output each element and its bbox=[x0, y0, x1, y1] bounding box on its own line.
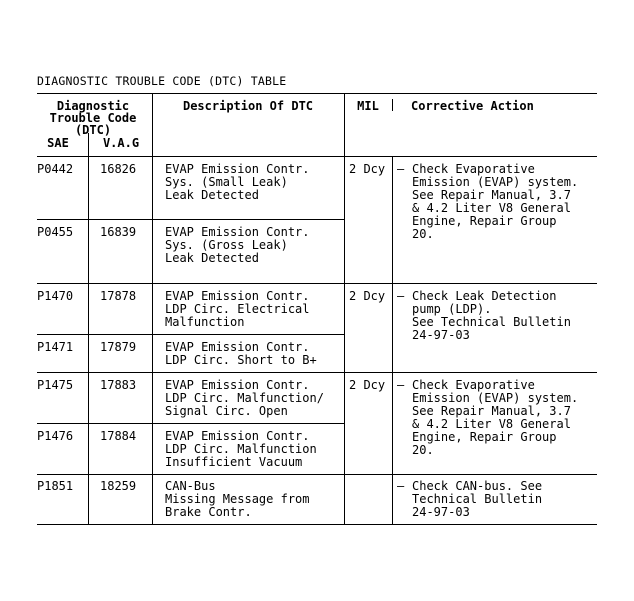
table-top-rule bbox=[37, 93, 597, 94]
corrective-action-line: Emission (EVAP) system. bbox=[412, 175, 579, 189]
vag-code-cell: 16826 bbox=[100, 162, 137, 176]
group-divider bbox=[37, 474, 597, 475]
sae-code-cell: P1471 bbox=[37, 340, 74, 354]
corrective-action-line: Check Evaporative bbox=[412, 162, 535, 176]
bullet-dash: – bbox=[397, 378, 405, 392]
corrective-action-line: Emission (EVAP) system. bbox=[412, 391, 579, 405]
mil-cell: 2 Dcy bbox=[349, 289, 386, 303]
row-divider bbox=[37, 334, 344, 335]
description-line: LDP Circ. Electrical bbox=[165, 302, 310, 316]
group-divider bbox=[37, 283, 597, 284]
group-divider bbox=[37, 372, 597, 373]
sae-header: SAE bbox=[47, 136, 69, 150]
corrective-action-line: pump (LDP). bbox=[412, 302, 492, 316]
column-divider bbox=[344, 93, 345, 525]
corrective-action-line: See Technical Bulletin bbox=[412, 315, 571, 329]
sae-code-cell: P1470 bbox=[37, 289, 74, 303]
vag-code-cell: 17878 bbox=[100, 289, 137, 303]
description-line: LDP Circ. Short to B+ bbox=[165, 353, 317, 367]
column-divider bbox=[88, 133, 89, 525]
vag-header: V.A.G bbox=[102, 136, 140, 150]
description-line: Leak Detected bbox=[165, 251, 259, 265]
corrective-action-header: Corrective Action bbox=[411, 99, 534, 113]
corrective-action-line: Engine, Repair Group bbox=[412, 430, 557, 444]
description-line: Sys. (Gross Leak) bbox=[165, 238, 288, 252]
mil-cell: 2 Dcy bbox=[349, 162, 386, 176]
row-divider bbox=[37, 423, 344, 424]
dtc-header-line1: Diagnostic bbox=[56, 99, 130, 113]
description-line: EVAP Emission Contr. bbox=[165, 289, 310, 303]
sae-code-cell: P1476 bbox=[37, 429, 74, 443]
row-divider bbox=[37, 219, 344, 220]
description-header: Description Of DTC bbox=[182, 99, 314, 113]
vag-code-cell: 17883 bbox=[100, 378, 137, 392]
corrective-action-line: Technical Bulletin bbox=[412, 492, 543, 506]
description-line: Malfunction bbox=[165, 315, 245, 329]
corrective-action-line: See Repair Manual, 3.7 bbox=[412, 188, 571, 202]
sae-code-cell: P1851 bbox=[37, 479, 74, 493]
description-line: Sys. (Small Leak) bbox=[165, 175, 288, 189]
column-divider bbox=[392, 156, 393, 525]
corrective-action-line: & 4.2 Liter V8 General bbox=[412, 417, 571, 431]
description-line: Insufficient Vacuum bbox=[165, 455, 303, 469]
description-line: EVAP Emission Contr. bbox=[165, 429, 310, 443]
corrective-action-line: 20. bbox=[412, 227, 434, 241]
bullet-dash: – bbox=[397, 479, 405, 493]
description-line: LDP Circ. Malfunction bbox=[165, 442, 317, 456]
description-line: CAN-Bus bbox=[165, 479, 216, 493]
vag-code-cell: 16839 bbox=[100, 225, 137, 239]
dtc-header-line2: Trouble Code bbox=[49, 111, 137, 125]
description-line: Leak Detected bbox=[165, 188, 259, 202]
vag-code-cell: 17884 bbox=[100, 429, 137, 443]
column-divider bbox=[152, 93, 153, 525]
vag-code-cell: 17879 bbox=[100, 340, 137, 354]
corrective-action-line: Engine, Repair Group bbox=[412, 214, 557, 228]
table-caption: DIAGNOSTIC TROUBLE CODE (DTC) TABLE bbox=[37, 74, 287, 88]
description-line: EVAP Emission Contr. bbox=[165, 162, 310, 176]
corrective-action-line: & 4.2 Liter V8 General bbox=[412, 201, 571, 215]
corrective-action-line: 24-97-03 bbox=[412, 328, 470, 342]
corrective-action-line: Check Leak Detection bbox=[412, 289, 557, 303]
description-line: EVAP Emission Contr. bbox=[165, 340, 310, 354]
corrective-action-line: See Repair Manual, 3.7 bbox=[412, 404, 571, 418]
description-line: EVAP Emission Contr. bbox=[165, 378, 310, 392]
sae-code-cell: P0442 bbox=[37, 162, 74, 176]
bullet-dash: – bbox=[397, 289, 405, 303]
bullet-dash: – bbox=[397, 162, 405, 176]
sae-code-cell: P1475 bbox=[37, 378, 74, 392]
corrective-action-line: 20. bbox=[412, 443, 434, 457]
corrective-action-line: 24-97-03 bbox=[412, 505, 470, 519]
mil-header: MIL bbox=[357, 99, 379, 113]
table-bottom-rule bbox=[37, 524, 597, 525]
corrective-action-line: Check CAN-bus. See bbox=[412, 479, 543, 493]
header-bottom-rule bbox=[37, 156, 597, 157]
description-line: LDP Circ. Malfunction/ bbox=[165, 391, 324, 405]
description-line: Signal Circ. Open bbox=[165, 404, 288, 418]
sae-code-cell: P0455 bbox=[37, 225, 74, 239]
description-line: Missing Message from bbox=[165, 492, 310, 506]
corrective-action-line: Check Evaporative bbox=[412, 378, 535, 392]
dtc-header-line3: (DTC) bbox=[74, 123, 112, 137]
vag-code-cell: 18259 bbox=[100, 479, 137, 493]
description-line: EVAP Emission Contr. bbox=[165, 225, 310, 239]
mil-cell: 2 Dcy bbox=[349, 378, 386, 392]
description-line: Brake Contr. bbox=[165, 505, 252, 519]
